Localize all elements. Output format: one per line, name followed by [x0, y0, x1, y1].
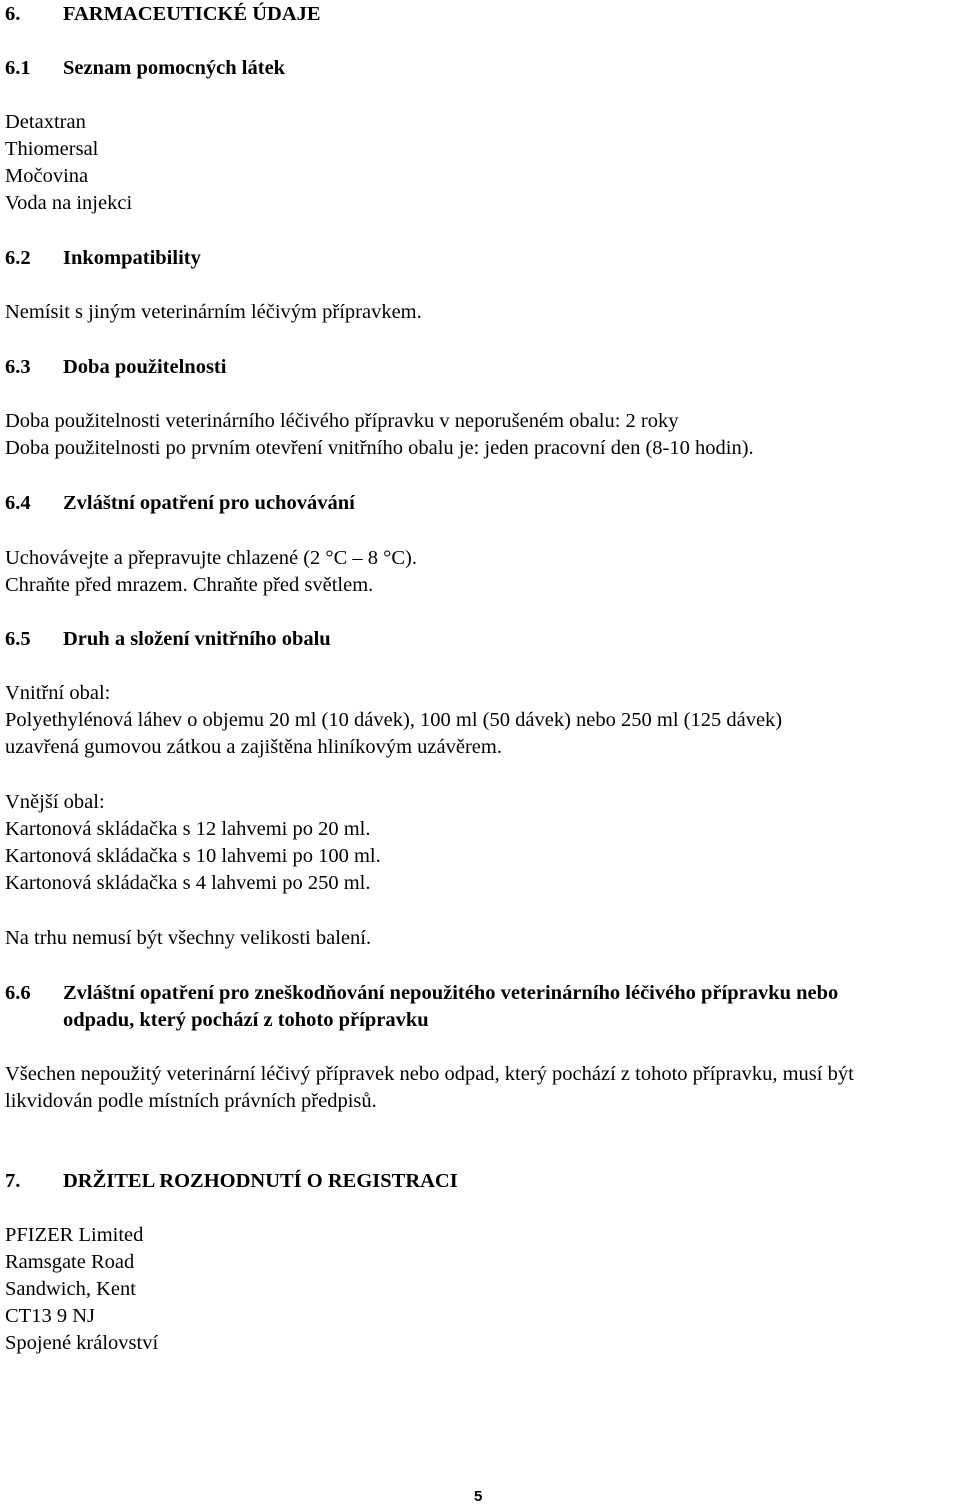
section-7-heading [5, 1168, 458, 1195]
subsection-6-2-heading [5, 245, 201, 272]
inner-package-label: Vnitřní obal: [5, 682, 111, 704]
paragraph: Nemísit s jiným veterinárním léčivým přípravkem. [5, 301, 422, 323]
package-item: Kartonová skládačka s 4 lahvemi po 250 ml. [5, 872, 371, 894]
paragraph: Na trhu nemusí být všechny velikosti balení. [5, 927, 372, 949]
subsection-title: Seznam pomocných látek [63, 57, 286, 79]
package-item: Kartonová skládačka s 10 lahvemi po 100 ml. [5, 845, 381, 867]
subsection-title: Inkompatibility [63, 247, 201, 269]
section-title: DRŽITEL ROZHODNUTÍ O REGISTRACI [63, 1170, 458, 1192]
outer-package-label: Vnější obal: [5, 791, 105, 813]
package-item: Kartonová skládačka s 12 lahvemi po 20 ml. [5, 818, 371, 840]
address-line: Ramsgate Road [5, 1251, 135, 1273]
subsection-title: Doba použitelnosti [63, 356, 227, 378]
subsection-6-6-heading [5, 980, 838, 1007]
paragraph-line: Všechen nepoužitý veterinární léčivý přípravek nebo odpad, který pochází z tohoto přípravku, musí být [5, 1063, 854, 1085]
subsection-6-1-heading [5, 55, 285, 82]
subsection-number: 6.3 [5, 356, 31, 378]
subsection-number: 6.1 [5, 57, 31, 79]
paragraph-line: Doba použitelnosti veterinárního léčivého přípravku v neporušeném obalu: 2 roky [5, 410, 679, 432]
subsection-number: 6.6 [5, 982, 31, 1004]
subsection-6-5-heading [5, 626, 331, 653]
address-line: PFIZER Limited [5, 1224, 144, 1246]
subsection-number: 6.2 [5, 247, 31, 269]
subsection-title: Zvláštní opatření pro zneškodňování nepoužitého veterinárního léčivého přípravku nebo [63, 982, 839, 1004]
excipient-item: Močovina [5, 165, 89, 187]
excipient-item: Voda na injekci [5, 192, 133, 214]
address-line: CT13 9 NJ [5, 1305, 95, 1327]
subsection-6-4-heading [5, 490, 355, 517]
excipient-item: Thiomersal [5, 138, 99, 160]
excipient-item: Detaxtran [5, 111, 86, 133]
subsection-title: Druh a složení vnitřního obalu [63, 628, 331, 650]
subsection-number: 6.5 [5, 628, 31, 650]
paragraph-line: Chraňte před mrazem. Chraňte před světlem. [5, 574, 374, 596]
paragraph-line: likvidován podle místních právních předpisů. [5, 1090, 377, 1112]
section-6-heading [5, 1, 321, 28]
paragraph-line: Uchovávejte a přepravujte chlazené (2 °C – 8 °C). [5, 547, 417, 569]
subsection-title: Zvláštní opatření pro uchovávání [63, 492, 355, 514]
paragraph-line: Polyethylénová láhev o objemu 20 ml (10 dávek), 100 ml (50 dávek) nebo 250 ml (125 dávek) [5, 709, 783, 731]
address-line: Spojené království [5, 1332, 159, 1354]
subsection-6-3-heading [5, 354, 226, 381]
subsection-number: 6.4 [5, 492, 31, 514]
section-number: 7. [5, 1170, 21, 1192]
subsection-title-continued: odpadu, který pochází z tohoto přípravku [63, 1009, 429, 1031]
address-line: Sandwich, Kent [5, 1278, 136, 1300]
page-number: 5 [474, 1488, 483, 1505]
section-number: 6. [5, 3, 21, 25]
paragraph-line: uzavřená gumovou zátkou a zajištěna hliníkovým uzávěrem. [5, 736, 502, 758]
section-title: FARMACEUTICKÉ ÚDAJE [63, 3, 321, 25]
paragraph-line: Doba použitelnosti po prvním otevření vnitřního obalu je: jeden pracovní den (8-10 hodin). [5, 437, 754, 459]
